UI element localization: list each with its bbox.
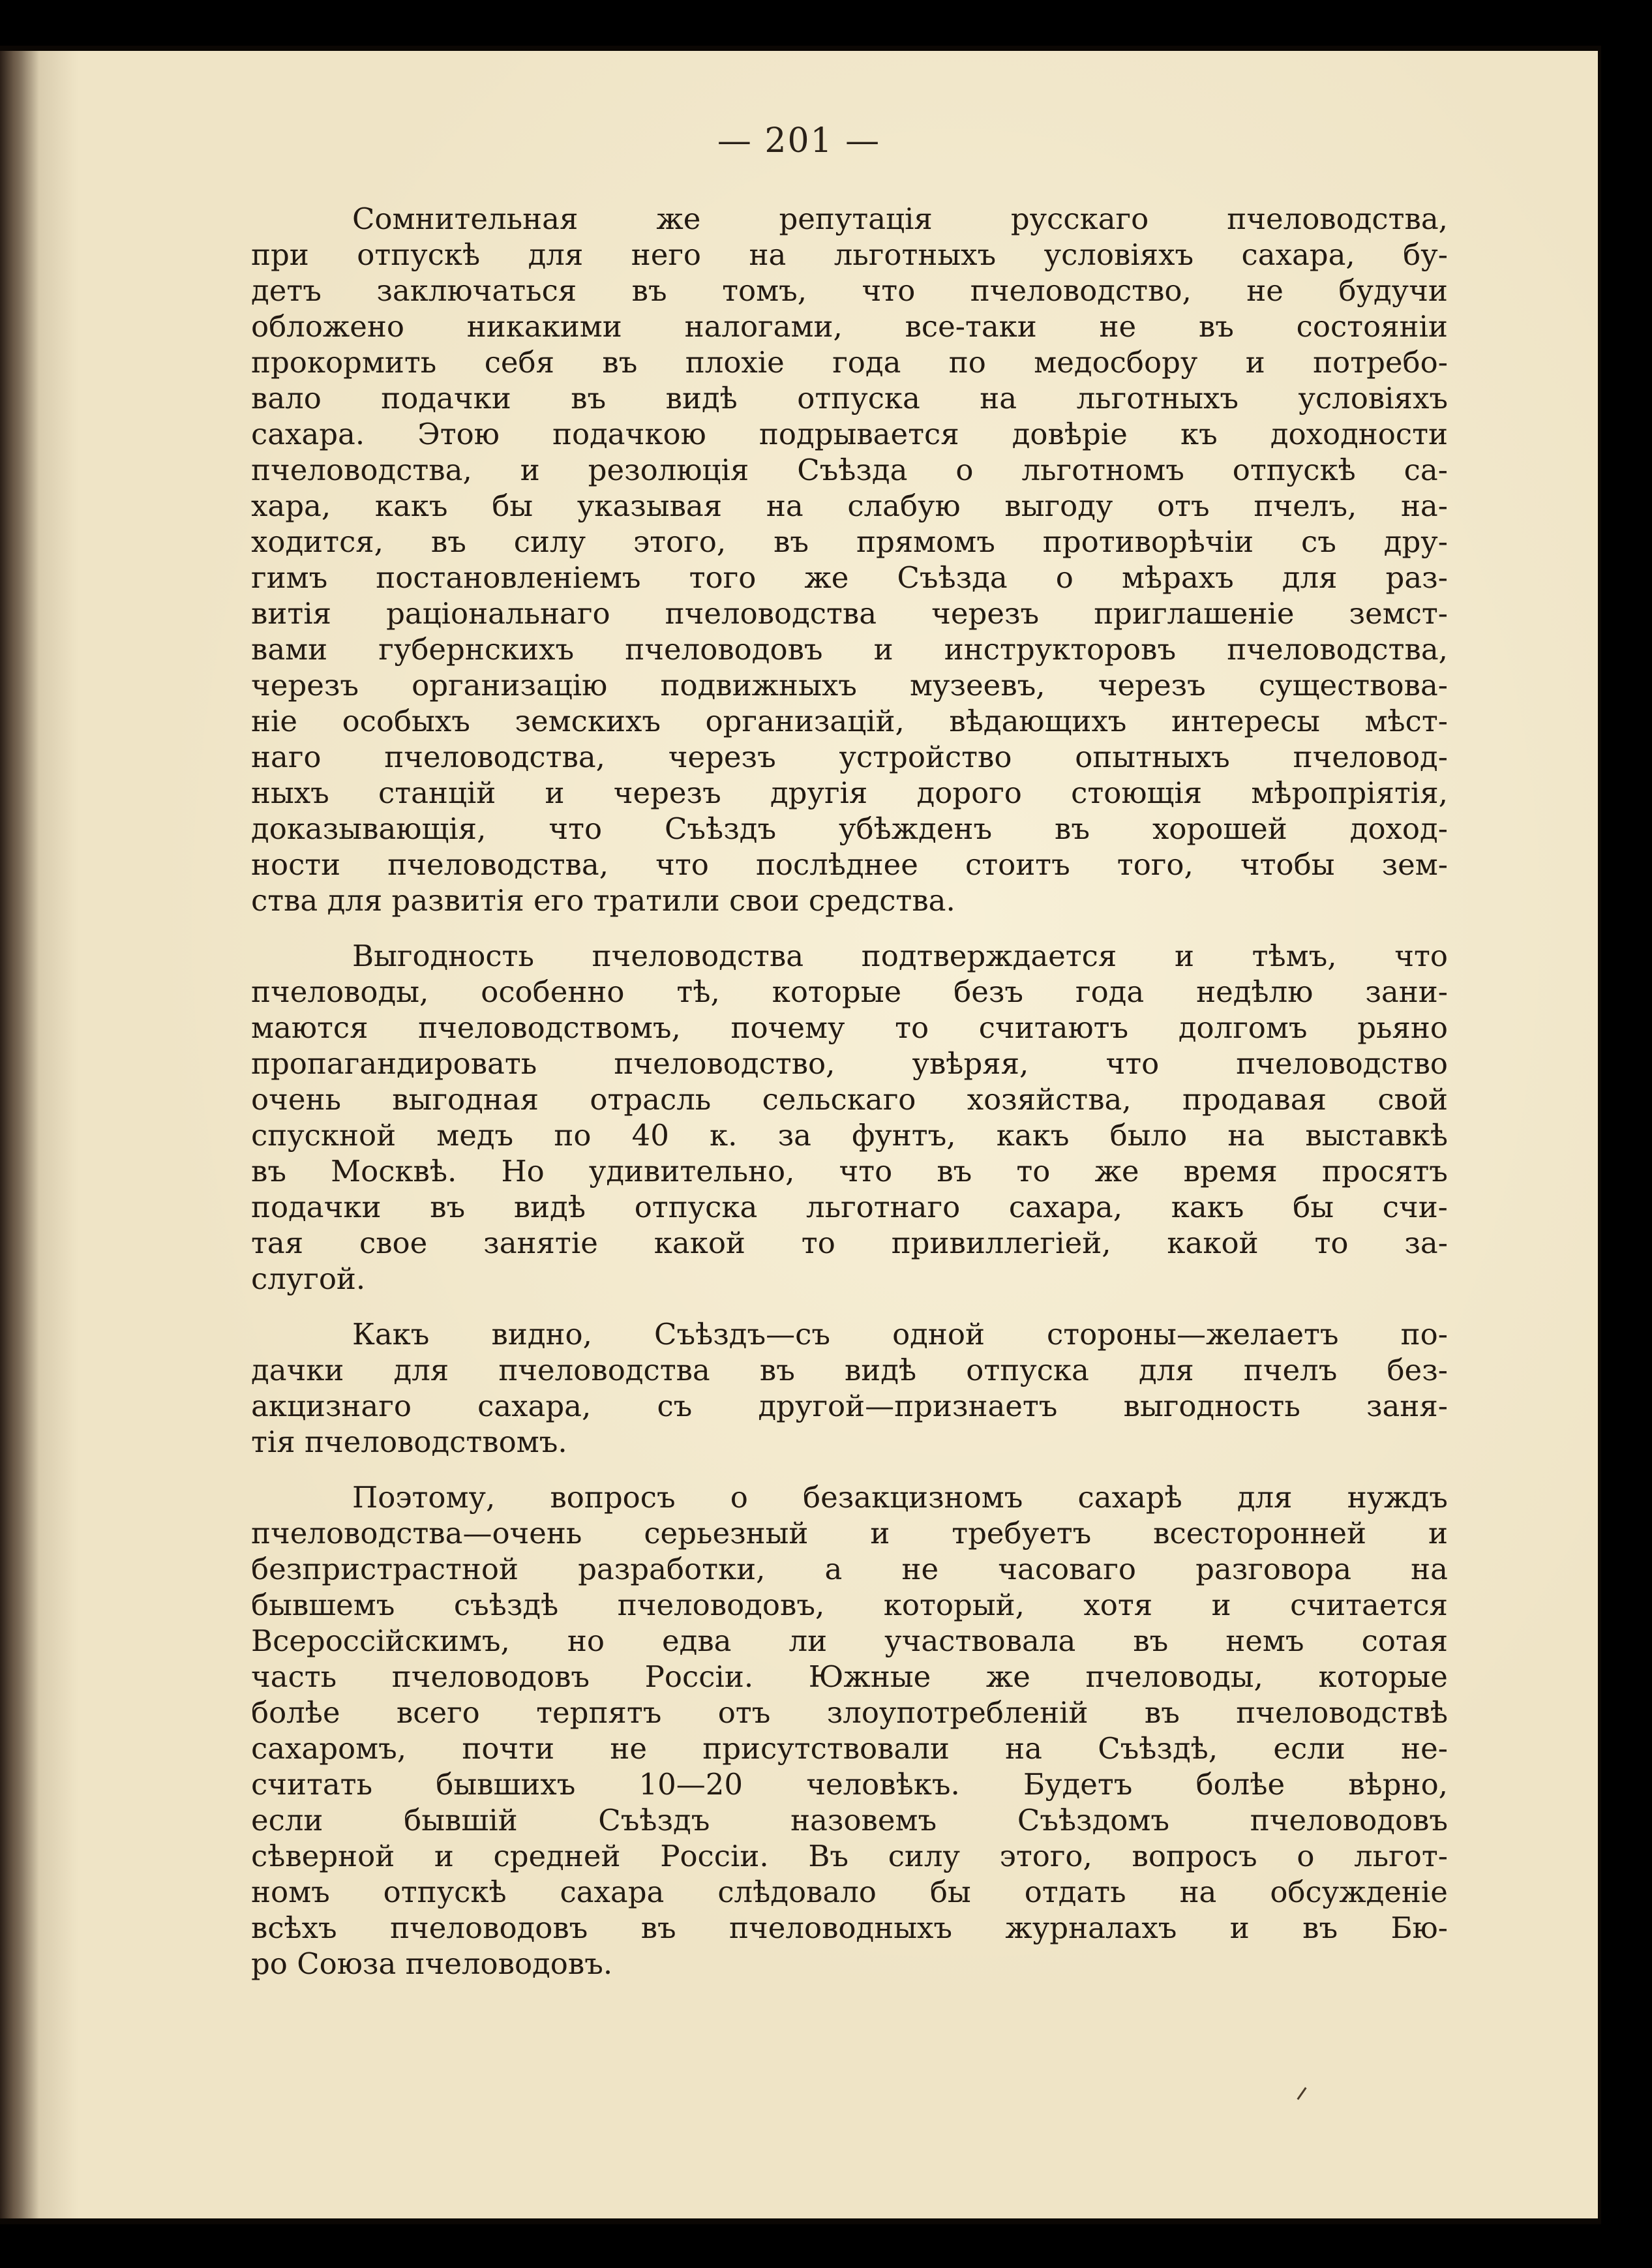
text-line: всѣхъ пчеловодовъ въ пчеловодныхъ журналахъ и въ Бю-	[251, 1911, 1448, 1945]
text-line: черезъ организацію подвижныхъ музеевъ, черезъ существова-	[251, 668, 1448, 703]
page-number: — 201 —	[717, 121, 881, 160]
text-line: тая свое занятіе какой то привиллегіей, какой то за-	[251, 1226, 1448, 1260]
text-line: пчеловодства, и резолюція Съѣзда о льготномъ отпускѣ са-	[251, 453, 1448, 487]
text-line: слугой.	[251, 1262, 366, 1296]
binding-shadow	[0, 51, 39, 2218]
text-line: ства для развитія его тратили свои средства.	[251, 883, 955, 918]
text-line: вало подачки въ видѣ отпуска на льготныхъ условіяхъ	[251, 381, 1448, 416]
text-line: номъ отпускѣ сахара слѣдовало бы отдать на обсужденіе	[251, 1875, 1448, 1909]
text-line: хара, какъ бы указывая на слабую выгоду отъ пчелъ, на-	[251, 489, 1448, 523]
book-page	[0, 51, 1598, 2218]
text-line: гимъ постановленіемъ того же Съѣзда о мѣрахъ для раз-	[251, 560, 1448, 595]
paragraph-gap	[251, 918, 1448, 938]
text-line: безпристрастной разработки, а не часоваго разговора на	[251, 1552, 1448, 1586]
text-line: дачки для пчеловодства въ видѣ отпуска для пчелъ без-	[251, 1353, 1448, 1387]
text-line: наго пчеловодства, черезъ устройство опытныхъ пчеловод-	[251, 740, 1448, 774]
text-line: вами губернскихъ пчеловодовъ и инструкторовъ пчеловодства,	[251, 632, 1448, 667]
text-line: Сомнительная же репутація русскаго пчеловодства,	[352, 202, 1448, 236]
text-line: пропагандировать пчеловодство, увѣряя, что пчеловодство	[251, 1046, 1448, 1081]
text-line: очень выгодная отрасль сельскаго хозяйства, продавая свой	[251, 1082, 1448, 1117]
text-line: сахара. Этою подачкою подрывается довѣріе къ доходности	[251, 417, 1448, 451]
paragraph-gap	[251, 1460, 1448, 1479]
body-text	[251, 201, 1448, 1982]
text-line: ности пчеловодства, что послѣднее стоитъ того, чтобы зем-	[251, 847, 1448, 882]
text-line: детъ заключаться въ томъ, что пчеловодство, не будучи	[251, 273, 1448, 308]
text-line: если бывшій Съѣздъ назовемъ Съѣздомъ пчеловодовъ	[251, 1803, 1448, 1837]
text-line: спускной медъ по 40 к. за фунтъ, какъ было на выставкѣ	[251, 1118, 1448, 1153]
text-line: часть пчеловодовъ Россіи. Южные же пчеловоды, которые	[251, 1659, 1448, 1694]
text-line: ходится, въ силу этого, въ прямомъ противорѣчіи съ дру-	[251, 524, 1448, 559]
text-line: ніе особыхъ земскихъ организацій, вѣдающихъ интересы мѣст-	[251, 704, 1448, 738]
paragraph	[251, 201, 1448, 918]
paragraph	[251, 938, 1448, 1297]
text-line: пчеловодства—очень серьезный и требуетъ всесторонней и	[251, 1516, 1448, 1550]
text-line: сѣверной и средней Россіи. Въ силу этого, вопросъ о льгот-	[251, 1839, 1448, 1873]
text-line: Выгодность пчеловодства подтверждается и тѣмъ, что	[352, 939, 1448, 973]
text-line: въ Москвѣ. Но удивительно, что въ то же время просятъ	[251, 1154, 1448, 1188]
text-line: маются пчеловодствомъ, почему то считаютъ долгомъ рьяно	[251, 1010, 1448, 1045]
paragraph	[251, 1479, 1448, 1982]
text-line: бывшемъ съѣздѣ пчеловодовъ, который, хотя и считается	[251, 1588, 1448, 1622]
text-line: ро Союза пчеловодовъ.	[251, 1946, 613, 1981]
text-line: акцизнаго сахара, съ другой—признаетъ выгодность заня-	[251, 1389, 1448, 1423]
text-line: при отпускѣ для него на льготныхъ условіяхъ сахара, бу-	[251, 237, 1448, 272]
text-line: считать бывшихъ 10—20 человѣкъ. Будетъ болѣе вѣрно,	[251, 1767, 1448, 1802]
text-line: ныхъ станцій и черезъ другія дорого стоющія мѣропріятія,	[251, 776, 1448, 810]
pencil-mark	[1297, 2087, 1306, 2100]
text-line: подачки въ видѣ отпуска льготнаго сахара, какъ бы счи-	[251, 1190, 1448, 1224]
text-line: тія пчеловодствомъ.	[251, 1425, 567, 1459]
text-line: Всероссійскимъ, но едва ли участвовала въ немъ сотая	[251, 1624, 1448, 1658]
text-line: Поэтому, вопросъ о безакцизномъ сахарѣ для нуждъ	[352, 1480, 1448, 1515]
text-line: доказывающія, что Съѣздъ убѣжденъ въ хорошей доход-	[251, 811, 1448, 846]
text-line: прокормить себя въ плохіе года по медосбору и потребо-	[251, 345, 1448, 380]
text-line: сахаромъ, почти не присутствовали на Съѣздѣ, если не-	[251, 1731, 1448, 1766]
text-line: витія раціональнаго пчеловодства черезъ приглашеніе земст-	[251, 596, 1448, 631]
text-line: обложено никакими налогами, все-таки не въ состояніи	[251, 309, 1448, 344]
text-line: пчеловоды, особенно тѣ, которые безъ года недѣлю зани-	[251, 975, 1448, 1009]
text-line: болѣе всего терпятъ отъ злоупотребленій въ пчеловодствѣ	[251, 1695, 1448, 1730]
paragraph	[251, 1316, 1448, 1460]
paragraph-gap	[251, 1297, 1448, 1316]
text-line: Какъ видно, Съѣздъ—съ одной стороны—желаетъ по-	[352, 1317, 1448, 1352]
